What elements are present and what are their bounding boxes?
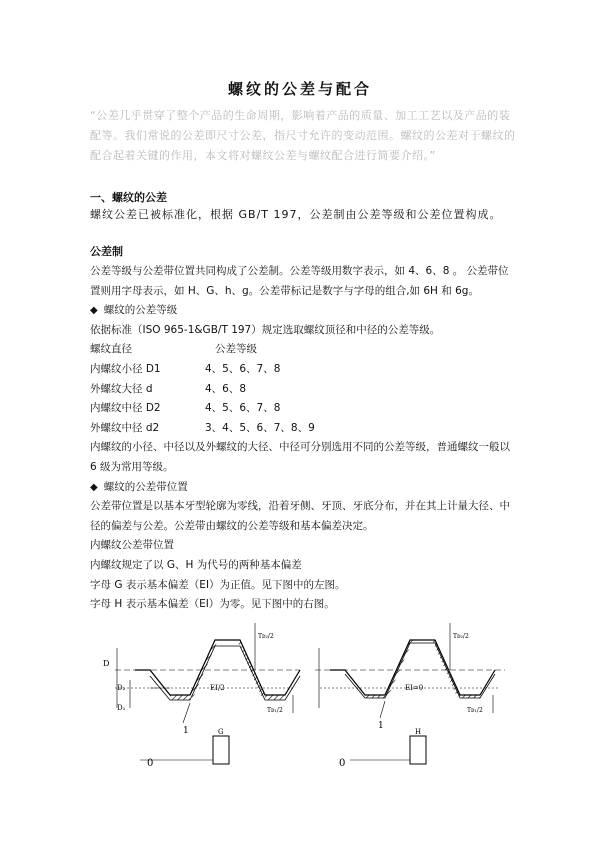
paragraph-line: 内螺纹的小径、中径以及外螺纹的大径、中径可分别选用不同的公差等级，普通螺纹一般以 xyxy=(90,441,510,454)
box-letter-g: G xyxy=(218,728,224,736)
paragraph-line: 公差等级与公差带位置共同构成了公差制。公差等级用数字表示，如 4、6、8 。 公差带位 xyxy=(90,265,509,277)
callout-1-right: 1 xyxy=(378,721,384,731)
diagram-left-g xyxy=(115,623,300,764)
box-letter-h: H xyxy=(415,728,422,736)
table-row xyxy=(90,419,520,439)
zero-label: 0 xyxy=(147,758,154,769)
table-header xyxy=(90,340,520,360)
paragraph-line: 径的偏差与公差。公差带由螺纹的公差等级和基本偏差决定。 xyxy=(90,519,374,532)
callout-1: 1 xyxy=(183,726,189,736)
paragraph-line: 内螺纹规定了以 G、H 为代号的两种基本偏差 xyxy=(90,558,302,571)
paragraph-line: 内螺纹公差带位置 xyxy=(90,539,174,552)
abstract xyxy=(90,106,520,166)
zero-label-right: 0 xyxy=(339,758,346,769)
label-td1: Tᴅ₁/2 xyxy=(267,707,283,714)
diagram-right-h xyxy=(315,623,505,764)
table-cell: 4、6、8 xyxy=(205,382,247,395)
label-d2: D₂ xyxy=(117,684,126,692)
label-td1-right: Tᴅ₁/2 xyxy=(467,707,483,714)
paragraph-line: 6 级为常用等级。 xyxy=(90,460,174,473)
table-cell: 外螺纹中径 d2 xyxy=(90,421,160,434)
bullet-tolerance-position: ◆ 螺纹的公差带位置 xyxy=(90,478,520,498)
table-row xyxy=(90,399,520,419)
paragraph-line: 公差带位置是以基本牙型轮廓为零线，沿着牙侧、牙顶、牙底分布，并在其上计量大径、中 xyxy=(90,500,510,513)
table-cell: 4、5、6、7、8 xyxy=(205,362,281,375)
label-d: D xyxy=(103,659,110,668)
section-heading-tolerance: 一、螺纹的公差 xyxy=(90,191,167,204)
table-header-cell: 螺纹直径 xyxy=(90,343,132,356)
table-cell: 3、4、5、6、7、8、9 xyxy=(205,421,315,434)
bullet-tolerance-grade: ◆ 螺纹的公差等级 xyxy=(90,301,520,321)
abstract-line: 配合起着关键的作用，本文将对螺纹公差与螺纹配合进行简要介绍。” xyxy=(90,149,436,162)
table-row xyxy=(90,360,520,380)
table-cell: 外螺纹大径 d xyxy=(90,382,153,395)
abstract-line: 配等。我们常说的公差即尺寸公差，指尺寸允许的变动范围。螺纹的公差对于螺纹的 xyxy=(90,129,516,142)
table-cell: 内螺纹小径 D1 xyxy=(90,362,161,375)
paragraph-line: 置则用字母表示，如 H、G、h、g。公差带标记是数字与字母的组合,如 6H 和 6g。 xyxy=(90,284,479,297)
body-text xyxy=(90,262,520,615)
section-intro: 螺纹公差已被标准化，根据 GB/T 197，公差制由公差等级和公差位置构成。 xyxy=(90,208,502,221)
subsection-heading-tolerance-system: 公差制 xyxy=(90,245,123,258)
paragraph-line: 字母 G 表示基本偏差（EI）为正值。见下图中的左图。 xyxy=(90,578,346,591)
label-ei: EI/2 xyxy=(210,684,225,692)
document-title: 螺纹的公差与配合 xyxy=(227,80,372,98)
table-row xyxy=(90,380,520,400)
thread-tolerance-figure xyxy=(95,618,515,778)
label-td2-right: Tᴅ₂/2 xyxy=(453,633,469,640)
label-td2: Tᴅ₂/2 xyxy=(258,633,274,640)
table-cell: 内螺纹中径 D2 xyxy=(90,402,161,415)
paragraph-line: 字母 H 表示基本偏差（EI）为零。见下图中的右图。 xyxy=(90,598,335,611)
abstract-line: “公差几乎贯穿了整个产品的生命周期，影响着产品的质量、加工工艺以及产品的装 xyxy=(90,109,511,122)
label-ei-zero: EI=0 xyxy=(405,684,424,692)
table-header-cell: 公差等级 xyxy=(215,343,257,356)
table-cell: 4、5、6、7、8 xyxy=(205,402,281,415)
label-d1: D₁ xyxy=(117,704,126,712)
paragraph-line: 依据标准（ISO 965-1&GB/T 197）规定选取螺纹顶径和中径的公差等级。 xyxy=(90,323,441,336)
